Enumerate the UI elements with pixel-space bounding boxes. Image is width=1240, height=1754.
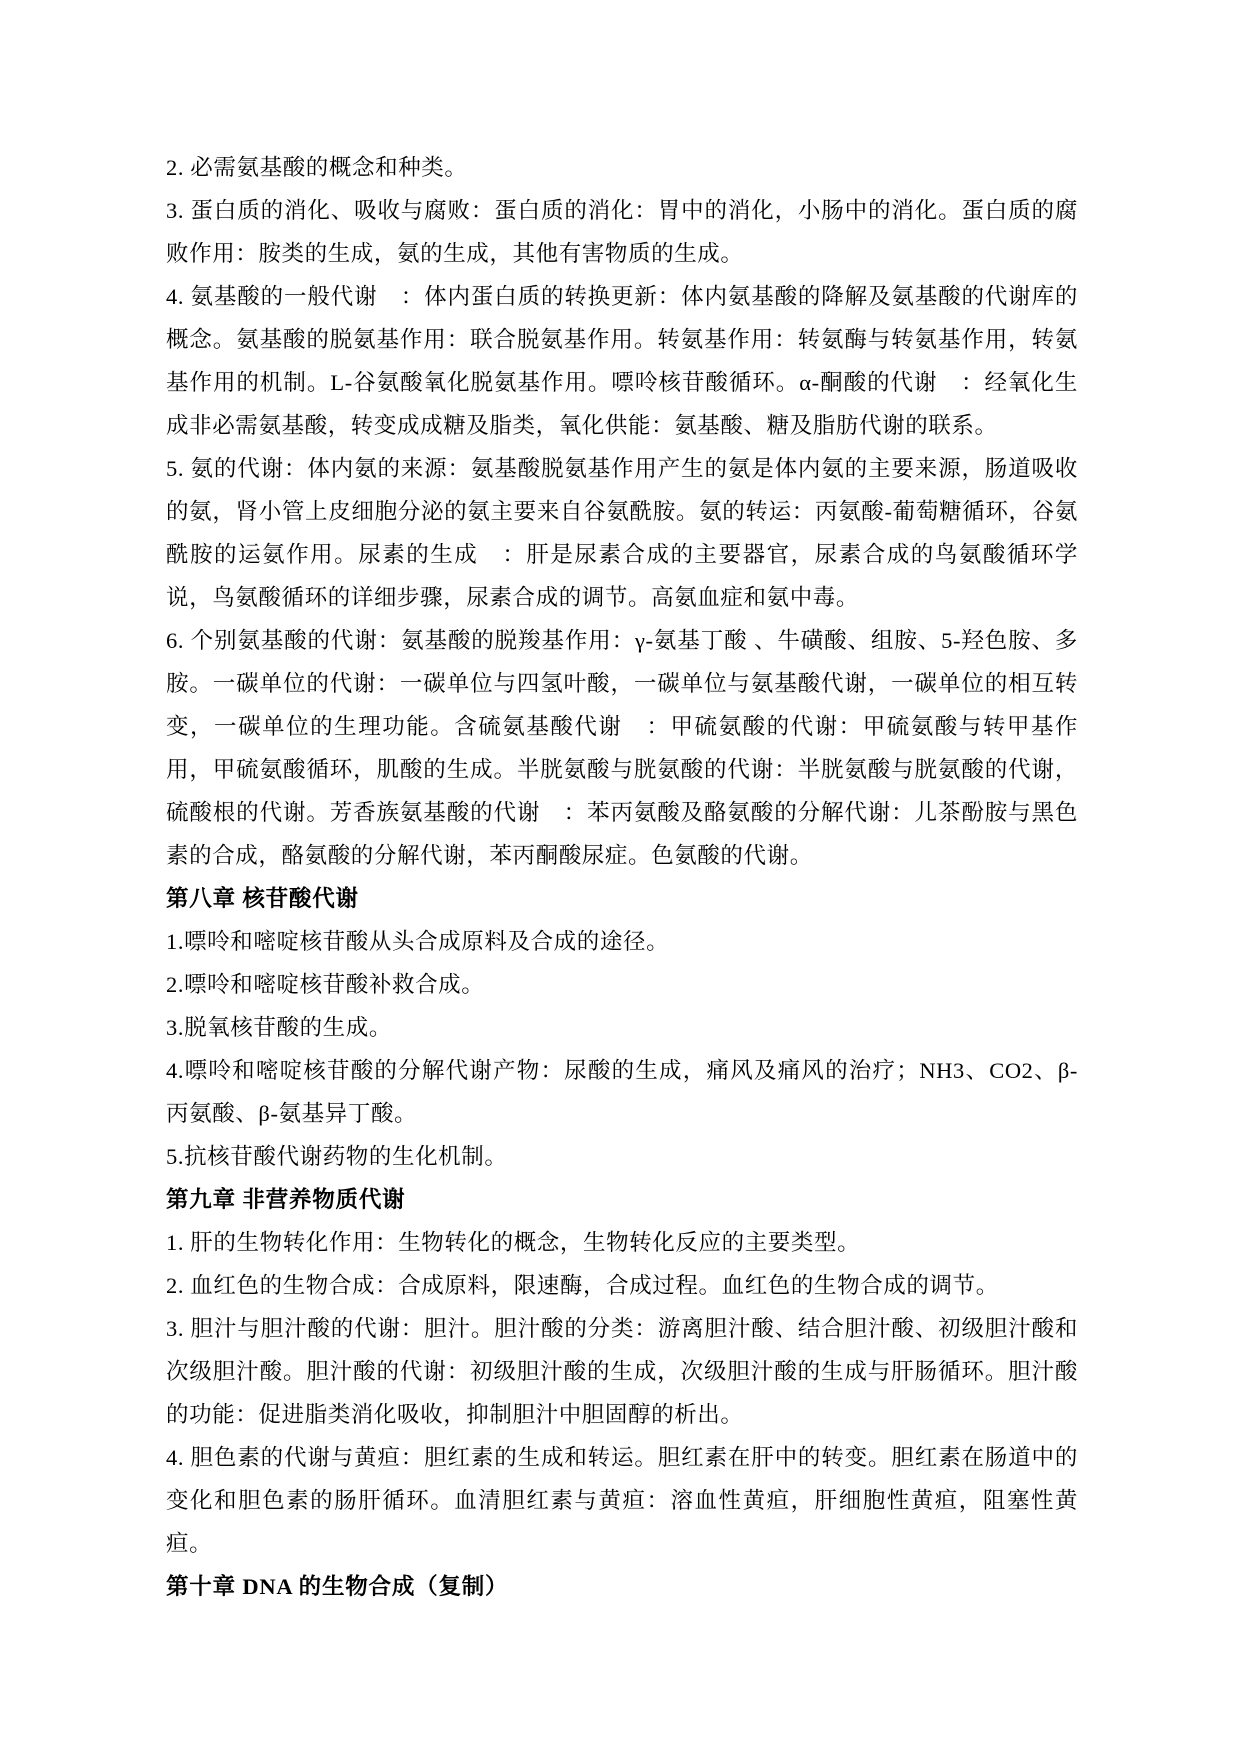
paragraph: 3.脱氧核苷酸的生成。 — [166, 1015, 392, 1040]
paragraph: 5.抗核苷酸代谢药物的生化机制。 — [166, 1144, 508, 1169]
paragraph: 2.嘌呤和嘧啶核苷酸补救合成。 — [166, 972, 485, 997]
section-heading: 第八章 核苷酸代谢 — [166, 886, 359, 911]
paragraph: 1.嘌呤和嘧啶核苷酸从头合成原料及合成的途径。 — [166, 929, 670, 954]
paragraph: 3. 蛋白质的消化、吸收与腐败：蛋白质的消化：胃中的消化，小肠中的消化。蛋白质的腐败作用：胺类的生成，氨的生成，其他有害物质的生成。 — [166, 198, 1078, 266]
section-heading: 第九章 非营养物质代谢 — [166, 1187, 406, 1212]
paragraph: 2. 血红色的生物合成：合成原料，限速酶，合成过程。血红色的生物合成的调节。 — [166, 1273, 999, 1298]
paragraph: 4. 氨基酸的一般代谢 ：体内蛋白质的转换更新：体内氨基酸的降解及氨基酸的代谢库的概念。氨基酸的脱氨基作用：联合脱氨基作用。转氨基作用：转氨酶与转氨基作用，转氨基作用的机制。L-谷氨酸氧化脱氨基作用。嘌呤核苷酸循环。α-酮酸的代谢 ：经氧化生成非必需氨基酸，转变成成糖及脂类，氧化供能：氨基酸、糖及脂肪代谢的联系。 — [166, 284, 1078, 438]
paragraph: 4.嘌呤和嘧啶核苷酸的分解代谢产物：尿酸的生成，痛风及痛风的治疗；NH3、CO2、β-丙氨酸、β-氨基异丁酸。 — [166, 1058, 1078, 1126]
paragraph: 2. 必需氨基酸的概念和种类。 — [166, 155, 468, 180]
paragraph: 3. 胆汁与胆汁酸的代谢：胆汁。胆汁酸的分类：游离胆汁酸、结合胆汁酸、初级胆汁酸和次级胆汁酸。胆汁酸的代谢：初级胆汁酸的生成，次级胆汁酸的生成与肝肠循环。胆汁酸的功能：促进脂类消化吸收，抑制胆汁中胆固醇的析出。 — [166, 1316, 1078, 1427]
paragraph: 1. 肝的生物转化作用：生物转化的概念，生物转化反应的主要类型。 — [166, 1230, 861, 1255]
document-body — [166, 146, 1078, 1608]
paragraph: 5. 氨的代谢：体内氨的来源：氨基酸脱氨基作用产生的氨是体内氨的主要来源，肠道吸收的氨，肾小管上皮细胞分泌的氨主要来自谷氨酰胺。氨的转运：丙氨酸-葡萄糖循环，谷氨酰胺的运氨作用。尿素的生成 ：肝是尿素合成的主要器官，尿素合成的鸟氨酸循环学说，鸟氨酸循环的详细步骤，尿素合成的调节。高氨血症和氨中毒。 — [166, 456, 1078, 610]
section-heading: 第十章 DNA 的生物合成（复制） — [166, 1574, 509, 1599]
paragraph: 6. 个别氨基酸的代谢：氨基酸的脱羧基作用：γ-氨基丁酸 、牛磺酸、组胺、5-羟色胺、多胺。一碳单位的代谢：一碳单位与四氢叶酸，一碳单位与氨基酸代谢，一碳单位的相互转变，一碳单位的生理功能。含硫氨基酸代谢 ：甲硫氨酸的代谢：甲硫氨酸与转甲基作用，甲硫氨酸循环，肌酸的生成。半胱氨酸与胱氨酸的代谢：半胱氨酸与胱氨酸的代谢，硫酸根的代谢。芳香族氨基酸的代谢 ：苯丙氨酸及酪氨酸的分解代谢：儿茶酚胺与黑色素的合成，酪氨酸的分解代谢，苯丙酮酸尿症。色氨酸的代谢。 — [166, 628, 1078, 868]
paragraph: 4. 胆色素的代谢与黄疸：胆红素的生成和转运。胆红素在肝中的转变。胆红素在肠道中的变化和胆色素的肠肝循环。血清胆红素与黄疸：溶血性黄疸，肝细胞性黄疸，阻塞性黄疸。 — [166, 1445, 1078, 1556]
